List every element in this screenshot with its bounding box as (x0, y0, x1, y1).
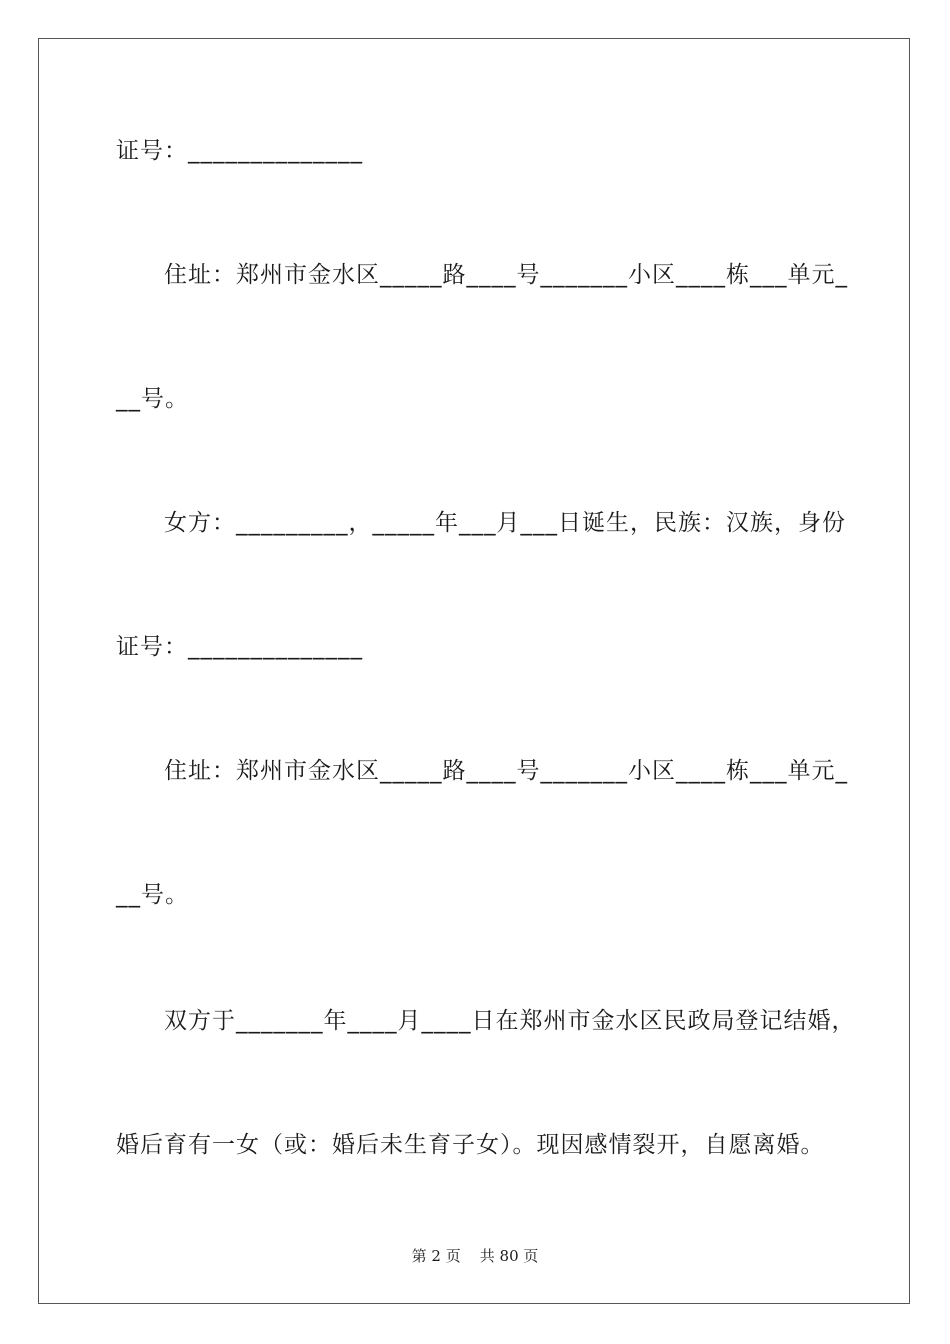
id-number-line-male: 证号：______________ (116, 138, 363, 164)
address-line-male: 住址：郑州市金水区_____路____号_______小区____栋___单元_ (164, 262, 848, 288)
marriage-registration-line: 双方于_______年____月____日在郑州市金水区民政局登记结婚， (164, 1008, 856, 1034)
page-number-footer: 第 2 页 共 80 页 (411, 1247, 539, 1265)
address-line-female-continued: __号。 (116, 882, 189, 908)
divorce-reason-line: 婚后育有一女（或：婚后未生育子女）。现因感情裂开，自愿离婚。 (116, 1132, 825, 1158)
page-border (38, 38, 910, 1304)
address-line-female: 住址：郑州市金水区_____路____号_______小区____栋___单元_ (164, 758, 848, 784)
id-number-line-female: 证号：______________ (116, 634, 363, 660)
address-line-male-continued: __号。 (116, 386, 189, 412)
female-party-line: 女方：_________，_____年___月___日诞生，民族：汉族，身份 (164, 510, 846, 536)
